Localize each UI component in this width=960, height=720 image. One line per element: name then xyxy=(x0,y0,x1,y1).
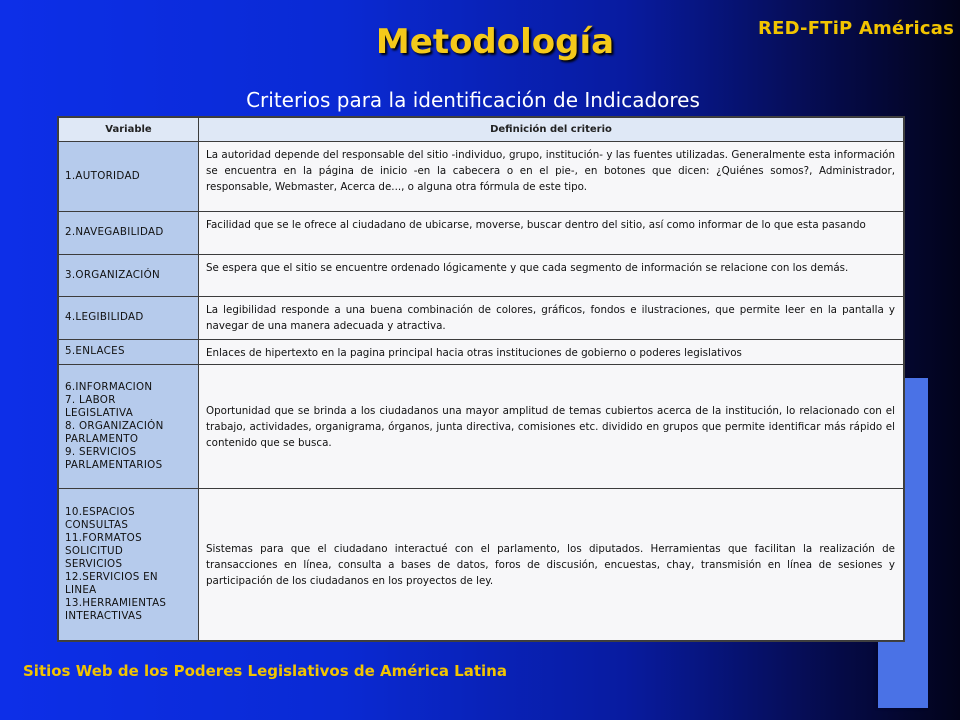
variable-line: SERVICIOS xyxy=(65,557,123,570)
definition-cell: Se espera que el sitio se encuentre ordenado lógicamente y que cada segmento de información se relacione con los demás. xyxy=(199,254,904,297)
table-row xyxy=(59,488,904,640)
header-variable: Variable xyxy=(59,118,199,142)
variable-line: PARLAMENTO xyxy=(65,432,139,445)
slide-title: Metodología xyxy=(375,22,615,62)
variable-cell xyxy=(59,211,199,254)
definition-cell: Oportunidad que se brinda a los ciudadanos una mayor amplitud de temas cubiertos acerca de la institución, lo relacionado con el trabajo, actividades, organigrama, órganos, junta directiva, comisiones etc. dividido en grupos que permite identificar más rápido el contenido que se busca. xyxy=(199,365,904,489)
variable-cell xyxy=(59,365,199,489)
variable-line: 7. LABOR xyxy=(65,393,116,406)
header-definition: Definición del criterio xyxy=(199,118,904,142)
variable-line: 1.AUTORIDAD xyxy=(65,169,141,182)
variable-line: PARLAMENTARIOS xyxy=(65,458,163,471)
definition-cell: La autoridad depende del responsable del sitio -individuo, grupo, institución- y las fuentes utilizadas. Generalmente esta información se encuentra en la página de inicio -en la cabecera o en el pie-, en botones que dicen: ¿Quiénes somos?, Administrador, responsable, Webmaster, Acerca de..., o alguna otra fórmula de este tipo. xyxy=(199,142,904,212)
definition-cell: Facilidad que se le ofrece al ciudadano de ubicarse, moverse, buscar dentro del sitio, así como informar de lo que esta pasando xyxy=(199,211,904,254)
table-row xyxy=(59,297,904,340)
table-header-row xyxy=(59,118,904,142)
table-row xyxy=(59,339,904,364)
definition-cell: La legibilidad responde a una buena combinación de colores, gráficos, fondos e ilustraciones, que permite leer en la pantalla y navegar de una manera adecuada y atractiva. xyxy=(199,297,904,340)
variable-line: INTERACTIVAS xyxy=(65,609,143,622)
variable-cell xyxy=(59,339,199,364)
slide-subtitle: Criterios para la identificación de Indicadores xyxy=(246,88,700,112)
variable-line: 4.LEGIBILIDAD xyxy=(65,311,144,324)
brand-label: RED-FTiP Américas xyxy=(758,18,954,39)
variable-line: 6.INFORMACION xyxy=(65,380,153,393)
variable-cell xyxy=(59,488,199,640)
variable-line: LEGISLATIVA xyxy=(65,406,134,419)
footer-caption: Sitios Web de los Poderes Legislativos de América Latina xyxy=(23,662,507,680)
variable-line: 8. ORGANIZACIÓN xyxy=(65,419,164,432)
table-row xyxy=(59,254,904,297)
variable-line: 3.ORGANIZACIÓN xyxy=(65,268,160,281)
table-row xyxy=(59,142,904,212)
variable-cell xyxy=(59,297,199,340)
variable-line: 9. SERVICIOS xyxy=(65,445,137,458)
variable-line: 12.SERVICIOS EN xyxy=(65,570,158,583)
criteria-table xyxy=(57,116,905,642)
variable-line: CONSULTAS xyxy=(65,518,129,531)
variable-cell xyxy=(59,142,199,212)
variable-line: 11.FORMATOS xyxy=(65,531,142,544)
definition-cell: Enlaces de hipertexto en la pagina principal hacia otras instituciones de gobierno o poderes legislativos xyxy=(199,339,904,364)
variable-line: LINEA xyxy=(65,583,97,596)
definition-cell: Sistemas para que el ciudadano interactué con el parlamento, los diputados. Herramientas que facilitan la realización de transacciones en línea, consulta a bases de datos, foros de discusión, encuestas, chay, transmisión en línea de sesiones y participación de los ciudadanos en los proyectos de ley. xyxy=(199,488,904,640)
variable-line: 2.NAVEGABILIDAD xyxy=(65,226,164,239)
table-row xyxy=(59,211,904,254)
variable-line: 13.HERRAMIENTAS xyxy=(65,596,167,609)
variable-line: 10.ESPACIOS xyxy=(65,505,135,518)
variable-cell xyxy=(59,254,199,297)
table-row xyxy=(59,365,904,489)
variable-line: SOLICITUD xyxy=(65,544,124,557)
variable-line: 5.ENLACES xyxy=(65,345,125,358)
